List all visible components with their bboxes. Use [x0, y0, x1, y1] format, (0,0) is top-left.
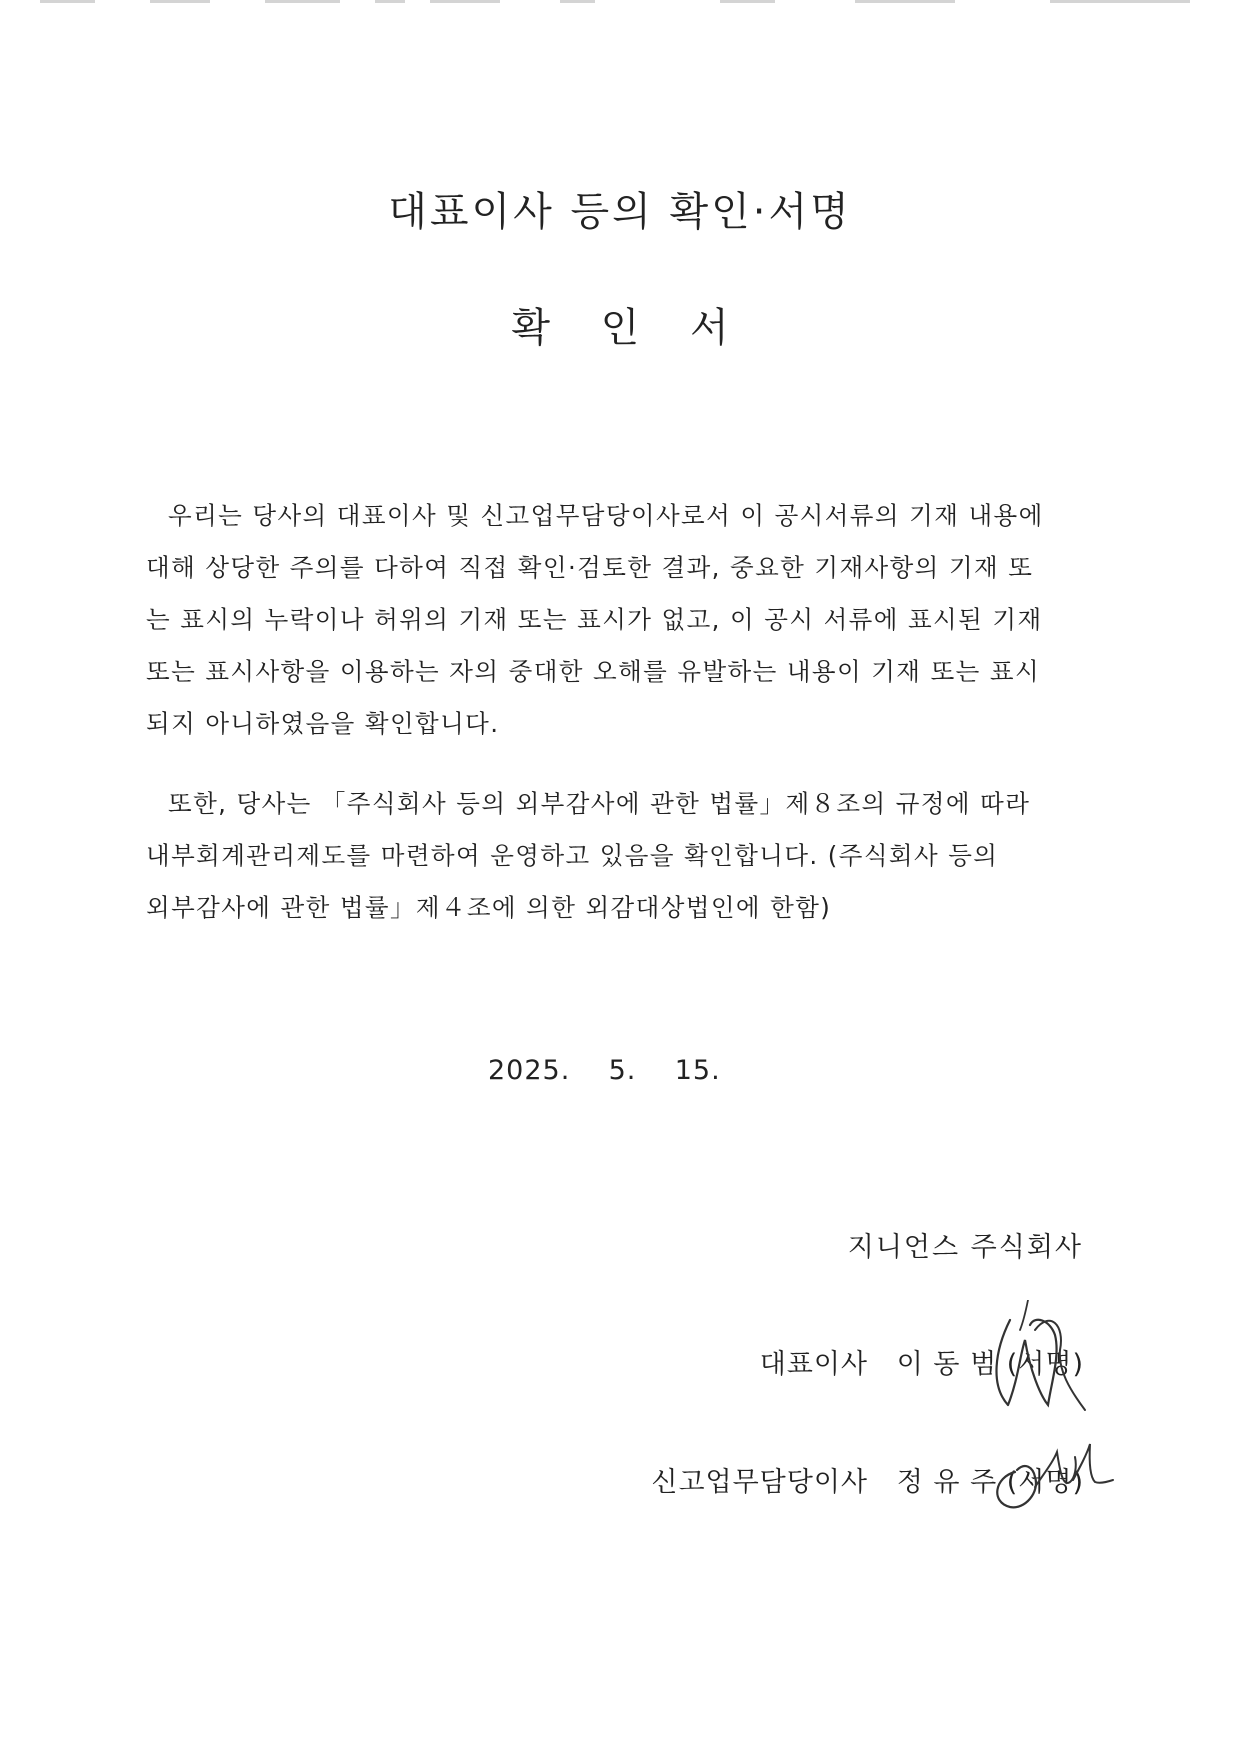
paragraph-line: 는 표시의 누락이나 허위의 기재 또는 표시가 없고, 이 공시 서류에 표시된 기재 — [146, 605, 1043, 634]
document-title: 대표이사 등의 확인·서명 — [388, 189, 852, 235]
disclosure-officer-handwritten-signature — [985, 1432, 1115, 1522]
paragraph-line: 내부회계관리제도를 마련하여 운영하고 있음을 확인합니다. (주식회사 등의 — [146, 841, 999, 870]
paragraph-line: 대해 상당한 주의를 다하여 직접 확인·검토한 결과, 중요한 기재사항의 기재 또 — [146, 553, 1034, 582]
document-subtitle: 확 인 서 — [511, 305, 729, 351]
paragraph-line: 우리는 당사의 대표이사 및 신고업무담당이사로서 이 공시서류의 기재 내용에 — [168, 501, 1044, 530]
document-date: 2025. 5. 15. — [488, 1055, 721, 1086]
disclosure-officer-signature-line: 신고업무담당이사 정 유 주 (서명) — [651, 1467, 1084, 1498]
paragraph-line: 외부감사에 관한 법률」제４조에 의한 외감대상법인에 한함) — [146, 893, 832, 922]
company-name: 지니언스 주식회사 — [847, 1232, 1083, 1263]
paragraph-line: 또는 표시사항을 이용하는 자의 중대한 오해를 유발하는 내용이 기재 또는 표시 — [146, 657, 1041, 686]
scan-edge-artifact — [0, 0, 1240, 8]
confirmation-paragraph — [146, 490, 1091, 750]
ceo-signature-line: 대표이사 이 동 범 (서명) — [759, 1349, 1084, 1380]
internal-control-paragraph — [146, 778, 1091, 934]
paragraph-line: 또한, 당사는 「주식회사 등의 외부감사에 관한 법률」제８조의 규정에 따라 — [168, 789, 1031, 818]
ceo-handwritten-signature — [990, 1300, 1100, 1420]
paragraph-line: 되지 아니하였음을 확인합니다. — [146, 709, 500, 738]
